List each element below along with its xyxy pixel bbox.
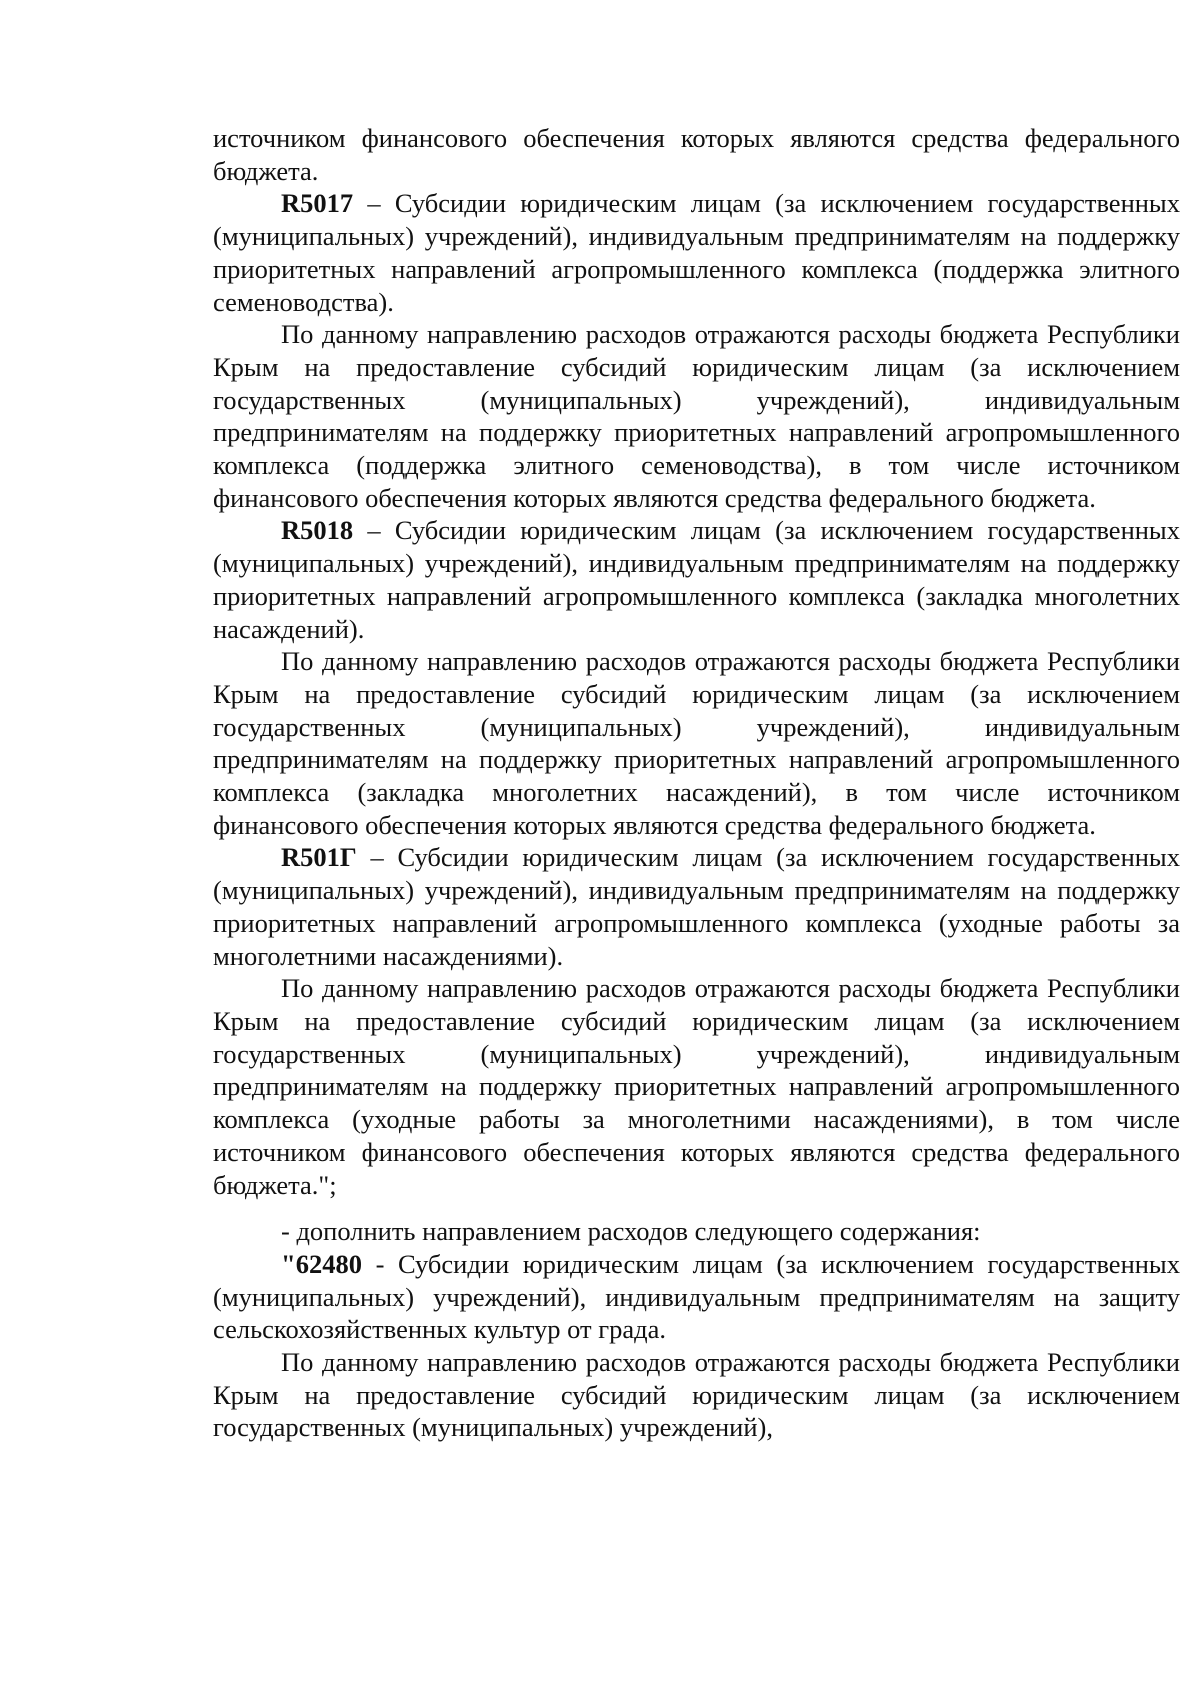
paragraph-code-r5017	[213, 187, 1180, 318]
paragraph-description-r5017	[213, 318, 1180, 514]
paragraph-text: По данному направлению расходов отражаются расходы бюджета Республики Крым на предоставление субсидий юридическим лицам (за исключением государственных (муниципальных) учреждений),	[213, 1347, 1180, 1443]
paragraph-amendment-instruction	[213, 1215, 1180, 1248]
expense-code: R5018	[281, 515, 354, 546]
paragraph-code-r5018	[213, 514, 1180, 645]
expense-code: R501Г	[281, 842, 357, 873]
paragraph-text: По данному направлению расходов отражаются расходы бюджета Республики Крым на предоставление субсидий юридическим лицам (за исключением государственных (муниципальных) учреждений), индивидуальным предпринимателям на поддержку приоритетных направлений агропромышленного комплекса (уходные работы за многолетними насаждениями), в том числе источником финансового обеспечения которых являются средства федерального бюджета.";	[213, 973, 1180, 1200]
paragraph-description-r501g	[213, 972, 1180, 1201]
paragraph-text: По данному направлению расходов отражаются расходы бюджета Республики Крым на предоставление субсидий юридическим лицам (за исключением государственных (муниципальных) учреждений), индивидуальным предпринимателям на поддержку приоритетных направлений агропромышленного комплекса (закладка многолетних насаждений), в том числе источником финансового обеспечения которых являются средства федерального бюджета.	[213, 646, 1180, 840]
paragraph-text: - Субсидии юридическим лицам (за исключением государственных (муниципальных) учреждений), индивидуальным предпринимателям на защиту сельскохозяйственных культур от града.	[213, 1248, 1180, 1345]
paragraph-text: По данному направлению расходов отражаются расходы бюджета Республики Крым на предоставление субсидий юридическим лицам (за исключением государственных (муниципальных) учреждений), индивидуальным предпринимателям на поддержку приоритетных направлений агропромышленного комплекса (поддержка элитного семеноводства), в том числе источником финансового обеспечения которых являются средства федерального бюджета.	[213, 319, 1180, 513]
paragraph-text: – Субсидии юридическим лицам (за исключением государственных (муниципальных) учреждений), индивидуальным предпринимателям на поддержку приоритетных направлений агропромышленного комплекса (закладка многолетних насаждений).	[213, 515, 1180, 644]
paragraph-continuation	[213, 122, 1180, 187]
document-body	[213, 122, 1180, 1444]
expense-code: "62480	[281, 1248, 362, 1279]
paragraph-code-r501g	[213, 841, 1180, 972]
paragraph-description-62480	[213, 1346, 1180, 1444]
expense-code: R5017	[281, 188, 354, 219]
paragraph-text: – Субсидии юридическим лицам (за исключением государственных (муниципальных) учреждений), индивидуальным предпринимателям на поддержку приоритетных направлений агропромышленного комплекса (уходные работы за многолетними насаждениями).	[213, 842, 1180, 971]
paragraph-text: – Субсидии юридическим лицам (за исключением государственных (муниципальных) учреждений), индивидуальным предпринимателям на поддержку приоритетных направлений агропромышленного комплекса (поддержка элитного семеноводства).	[213, 188, 1180, 317]
paragraph-description-r5018	[213, 645, 1180, 841]
paragraph-text: источником финансового обеспечения которых являются средства федерального бюджета.	[213, 123, 1180, 186]
paragraph-text: - дополнить направлением расходов следующего содержания:	[281, 1216, 981, 1247]
paragraph-code-62480	[213, 1248, 1180, 1346]
